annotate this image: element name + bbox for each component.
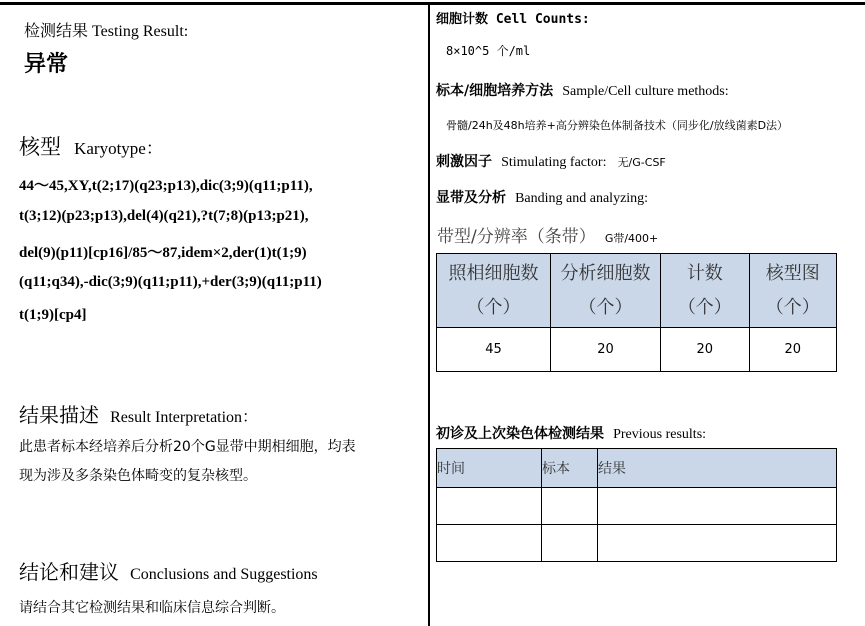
result-label-cn: 结果描述 xyxy=(19,403,99,427)
header-analyzed-cells: 分析细胞数 （个） xyxy=(551,254,661,328)
table-row xyxy=(437,525,837,562)
result-interpretation-heading xyxy=(19,399,258,428)
karyotype-line: t(3;12)(p23;p13),del(4)(q21),?t(7;8)(p13;p21), xyxy=(19,208,309,224)
sample-method-label-en: Sample/Cell culture methods: xyxy=(562,84,729,99)
conclusion-label-cn: 结论和建议 xyxy=(19,560,119,584)
table-header-row xyxy=(437,254,837,328)
stimulating-value: 无/G-CSF xyxy=(617,156,666,169)
top-rule xyxy=(0,2,865,5)
stimulating-factor-row xyxy=(436,151,666,171)
banding-label-cn: 显带及分析 xyxy=(436,190,506,206)
column-divider xyxy=(428,2,430,626)
header-counted-cells: 计数 （个） xyxy=(661,254,749,328)
cell-counted-count: 20 xyxy=(661,328,749,372)
banding-heading xyxy=(436,187,648,207)
cell-analyzed-count: 20 xyxy=(551,328,661,372)
testing-result-label: 检测结果 Testing Result: xyxy=(24,23,189,40)
empty-cell xyxy=(598,525,837,562)
sample-method-value: 骨髓/24h及48h培养+高分辨染色体制备技术（同步化/放线菌素D法） xyxy=(446,119,789,132)
result-label-en: Result Interpretation： xyxy=(110,409,259,426)
previous-results-heading xyxy=(436,423,706,443)
banding-label-en: Banding and analyzing: xyxy=(515,191,649,206)
karyotype-line: 44～45,XY,t(2;17)(q23;p13),dic(3;9)(q11;p11), xyxy=(19,178,313,194)
conclusion-text: 请结合其它检测结果和临床信息综合判断。 xyxy=(19,600,285,616)
result-text-line: 现为涉及多条染色体畸变的复杂核型。 xyxy=(19,468,257,484)
karyotype-line: (q11;q34),-dic(3;9)(q11;p11),+der(3;9)(q11;p11) xyxy=(19,274,322,290)
result-text-line: 此患者标本经培养后分析20个G显带中期相细胞，均表 xyxy=(19,439,356,455)
band-type-row xyxy=(437,222,658,247)
empty-cell xyxy=(437,525,542,562)
empty-cell xyxy=(598,488,837,525)
stimulating-label-cn: 刺激因子 xyxy=(436,154,492,170)
empty-cell xyxy=(542,525,598,562)
empty-cell xyxy=(542,488,598,525)
cell-karyogram-count: 20 xyxy=(749,328,836,372)
karyotype-line: del(9)(p11)[cp16]/85～87,idem×2,der(1)t(1;9) xyxy=(19,245,307,261)
table-header-row xyxy=(437,449,837,488)
cell-photographed-count: 45 xyxy=(437,328,551,372)
band-type-label: 带型/分辨率（条带） xyxy=(437,227,596,247)
header-time: 时间 xyxy=(437,449,542,488)
header-photographed-cells: 照相细胞数 （个） xyxy=(437,254,551,328)
cell-counts-value: 8×10^5 个/ml xyxy=(446,44,531,58)
table-row xyxy=(437,488,837,525)
karyotype-label-cn: 核型 xyxy=(19,135,61,159)
stimulating-label-en: Stimulating factor: xyxy=(501,155,607,170)
band-type-value: G带/400+ xyxy=(604,232,659,245)
previous-results-table xyxy=(436,448,837,562)
conclusion-heading xyxy=(19,556,318,585)
sample-method-heading xyxy=(436,80,729,100)
table-row xyxy=(437,328,837,372)
karyotype-label-en: Karyotype： xyxy=(74,139,163,158)
header-result: 结果 xyxy=(598,449,837,488)
testing-result-value: 异常 xyxy=(24,52,69,77)
header-karyogram: 核型图 （个） xyxy=(749,254,836,328)
previous-label-en: Previous results: xyxy=(613,427,707,442)
karyotype-heading xyxy=(19,131,163,161)
conclusion-label-en: Conclusions and Suggestions xyxy=(130,566,318,583)
previous-label-cn: 初诊及上次染色体检测结果 xyxy=(436,426,604,442)
cell-counts-table xyxy=(436,253,837,372)
cell-counts-label: 细胞计数 Cell Counts: xyxy=(436,12,590,27)
karyotype-line: t(1;9)[cp4] xyxy=(19,307,87,323)
empty-cell xyxy=(437,488,542,525)
header-sample: 标本 xyxy=(542,449,598,488)
sample-method-label-cn: 标本/细胞培养方法 xyxy=(436,83,554,99)
